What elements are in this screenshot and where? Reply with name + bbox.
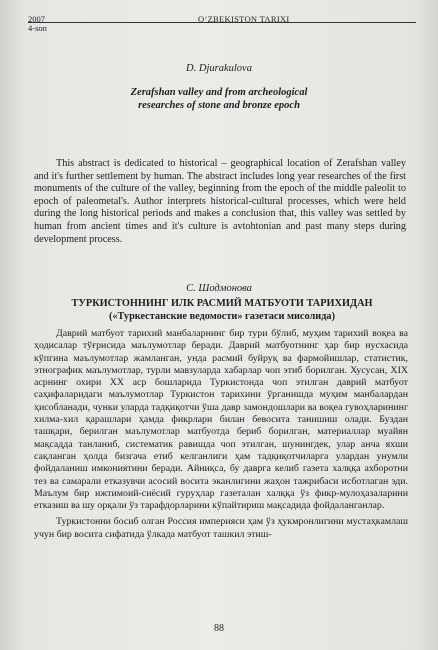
uzbek-article-body xyxy=(34,328,408,541)
english-article-title xyxy=(40,86,398,112)
body-paragraph-1: Даврий матбуот тарихий манбаларнинг бир тури бўлиб, муҳим тарихий воқеа ва ҳодисалар тўғрисида маълумотлар беради. Даврий матбуотнинг ҳар бир нусхасида кўпгина маълумотлар жамланган, унда расмий буйруқ ва фармойишлар, статистик, этнографик маълумотлар, турли мавзуларда хабарлар чоп этиб борилган. Хусусан, XIX асрнинг охири XX аср бошларида Туркистонда чоп этилган даврий матбуот саҳифаларидаги маълумотлар Туркистон тарихини ўрганишда муҳим манбалардан ҳисобланади, чунки уларда тадқиқотчи ўша давр замондошлари ва воқеа гувоҳларининг хилма-хил қарашлари ҳамда фикрлари билан бевосита танишиш олади. Буздан ташқари, берилган маълумотлар матбуотда бериб борилган, материаллар муайян мақсадда танланиб, систематик равишда чоп этилган, шунингдек, улар анча яхши сақланган ҳолда бизгача етиб келганлиги ҳам тадқиқотчиларга улардан унумли фойдаланиш имкониятини беради. Айниқса, бу даврга келиб газета халққа ахборотни тез ва самарали етказувчи асосий восита эканлигини жаҳон тажрибаси исботлаган эди. Маълум бир ижтимоий-сиёсий гуруҳлар газеталан халққа ўз фикр-мулоҳазаларини етказиш ва шу орқали ўз тарафдорларини кўпайтириш мақсадида фойдаланганлар. xyxy=(34,328,408,512)
uzbek-title-line-2: («Туркестанские ведомости» газетаси мисолида) xyxy=(108,311,336,322)
uzbek-article-author: С. Шодмонова xyxy=(186,283,252,294)
header-year: 2007 xyxy=(28,14,45,24)
body-paragraph-2: Туркистонни босиб олган Россия империяси ҳам ўз ҳукмронлигини мустаҳкамлаш учун бир восита сифатида ўлкада матбуот ташкил этиш- xyxy=(34,516,408,540)
header-issue: 4-son xyxy=(28,23,47,33)
english-title-line-1: Zerafshan valley and from archeological xyxy=(130,87,308,98)
uzbek-article-title xyxy=(36,297,408,323)
english-article-author: D. Djurakulova xyxy=(186,63,252,74)
english-title-line-2: researches of stone and bronze epoch xyxy=(138,100,300,111)
english-abstract: This abstract is dedicated to historical – geographical location of Zerafshan valley and it's further settlement by human. The abstract includes long year researches of the first monuments of the culture of the valley, beginning from the epoch of the middle paleolit to epoch of paleometal's. Author interprets historical-cultural processes, which were held during the long historical periods and makes a conclusion that, this valley was settled by human from ancient times and it's culture is avtohtonian and past many steps during development process. xyxy=(34,158,406,245)
uzbek-title-line-1: ТУРКИСТОННИНГ ИЛК РАСМИЙ МАТБУОТИ ТАРИХИДАН xyxy=(71,298,373,309)
header-journal-title: O‘ZBEKISTON TARIXI xyxy=(198,14,290,24)
page-number: 88 xyxy=(214,623,224,634)
running-header xyxy=(28,10,416,32)
header-rule xyxy=(28,22,416,23)
